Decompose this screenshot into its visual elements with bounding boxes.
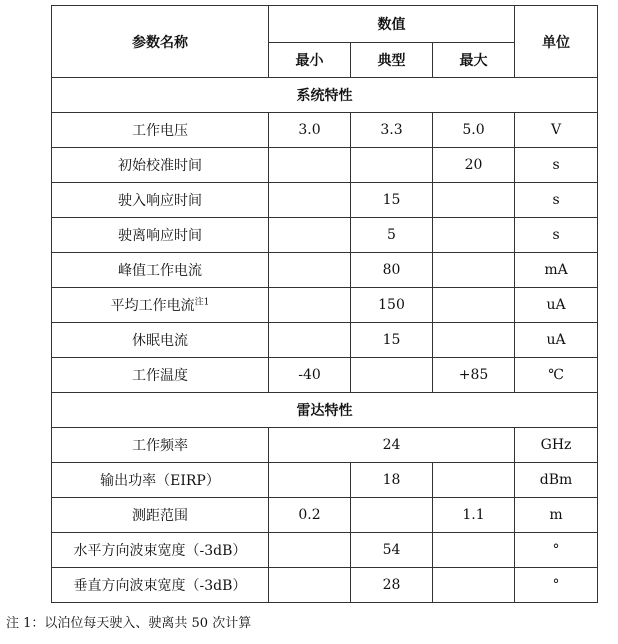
table-row [52,183,598,218]
value-min [269,253,351,288]
header-unit: 单位 [515,6,598,78]
value-min [269,323,351,358]
section-row [52,78,598,113]
param-name: 工作温度 [52,358,269,393]
param-name: 水平方向波束宽度（-3dB） [52,533,269,568]
value-min [269,463,351,498]
table-row [52,218,598,253]
value-max [433,218,515,253]
param-name: 驶离响应时间 [52,218,269,253]
unit-cell: V [515,113,598,148]
section-title-radar: 雷达特性 [52,393,598,428]
value-max [433,323,515,358]
table-row [52,148,598,183]
param-name-text: 平均工作电流 [110,298,195,314]
table-row [52,288,598,323]
value-typ: 28 [351,568,433,603]
value-max: 1.1 [433,498,515,533]
table-row [52,358,598,393]
spec-table [51,5,598,603]
value-merged: 24 [269,428,515,463]
header-max: 最大 [433,43,515,78]
param-name: 工作电压 [52,113,269,148]
header-row [52,6,598,43]
unit-cell: ℃ [515,358,598,393]
value-min [269,148,351,183]
unit-cell: mA [515,253,598,288]
value-typ: 15 [351,323,433,358]
param-name: 峰值工作电流 [52,253,269,288]
unit-cell: uA [515,288,598,323]
value-max: +85 [433,358,515,393]
param-name: 输出功率（EIRP） [52,463,269,498]
param-name [52,288,269,323]
value-min: 0.2 [269,498,351,533]
value-typ [351,498,433,533]
value-min [269,533,351,568]
header-min: 最小 [269,43,351,78]
header-value-group: 数值 [269,6,515,43]
table-row [52,568,598,603]
value-max [433,183,515,218]
value-typ: 18 [351,463,433,498]
param-name: 初始校准时间 [52,148,269,183]
value-typ [351,148,433,183]
value-typ: 5 [351,218,433,253]
param-name: 驶入响应时间 [52,183,269,218]
value-max [433,288,515,323]
param-name: 测距范围 [52,498,269,533]
value-typ: 150 [351,288,433,323]
value-min [269,288,351,323]
value-typ: 80 [351,253,433,288]
value-min [269,218,351,253]
footnote-text: 注 1：以泊位每天驶入、驶离共 50 次计算 [6,616,252,631]
value-max [433,568,515,603]
table-row [52,253,598,288]
table-row [52,113,598,148]
unit-cell: GHz [515,428,598,463]
header-typ: 典型 [351,43,433,78]
unit-cell: ° [515,533,598,568]
value-typ: 3.3 [351,113,433,148]
unit-cell: s [515,183,598,218]
unit-cell: ° [515,568,598,603]
table-row [52,533,598,568]
value-min [269,183,351,218]
value-max [433,253,515,288]
table-row [52,428,598,463]
param-name: 工作频率 [52,428,269,463]
value-max: 20 [433,148,515,183]
table-row [52,323,598,358]
unit-cell: s [515,218,598,253]
unit-cell: uA [515,323,598,358]
value-max [433,463,515,498]
table-row [52,463,598,498]
header-param-name: 参数名称 [52,6,269,78]
param-name: 休眠电流 [52,323,269,358]
value-typ [351,358,433,393]
table-row [52,498,598,533]
footnote-marker: 注1 [194,297,210,308]
value-min [269,568,351,603]
value-typ: 15 [351,183,433,218]
value-max: 5.0 [433,113,515,148]
section-title-system: 系统特性 [52,78,598,113]
section-row [52,393,598,428]
value-typ: 54 [351,533,433,568]
unit-cell: m [515,498,598,533]
unit-cell: s [515,148,598,183]
param-name: 垂直方向波束宽度（-3dB） [52,568,269,603]
value-min: -40 [269,358,351,393]
value-max [433,533,515,568]
value-min: 3.0 [269,113,351,148]
unit-cell: dBm [515,463,598,498]
